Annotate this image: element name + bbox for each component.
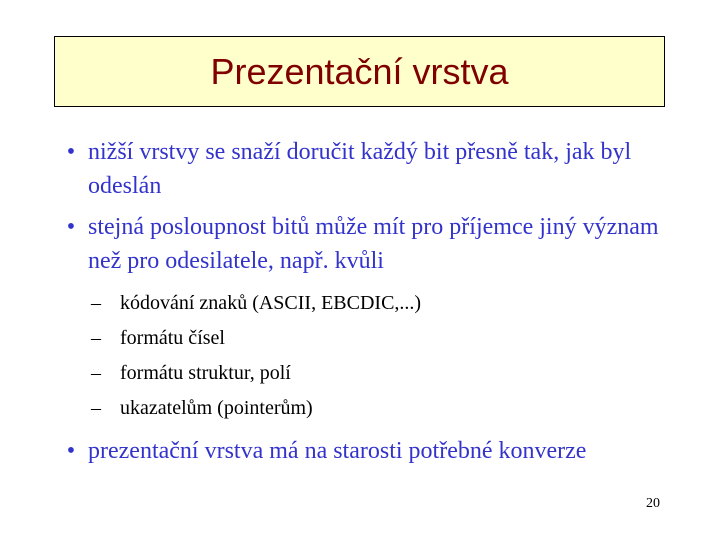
sub-bullet-mark: – — [91, 397, 101, 419]
bullet-mark: • — [66, 139, 76, 165]
sub-bullet-list — [54, 286, 674, 426]
sub-bullet-item — [91, 286, 674, 321]
sub-bullet-mark: – — [91, 292, 101, 314]
sub-bullet-item — [91, 356, 674, 391]
slide-content — [54, 135, 674, 468]
sub-bullet-mark: – — [91, 327, 101, 349]
sub-bullet-text: formátu struktur, polí — [120, 362, 291, 384]
slide-title: Prezentační vrstva — [210, 50, 509, 92]
title-box — [54, 36, 665, 107]
sub-bullet-mark: – — [91, 362, 101, 384]
sub-bullet-text: kódování znaků (ASCII, EBCDIC,...) — [120, 292, 422, 314]
bullet-item — [54, 434, 674, 468]
bullet-text: stejná posloupnost bitů může mít pro příjemce jiný význam než pro odesilatele, např. kvůli — [88, 214, 659, 274]
bullet-text: prezentační vrstva má na starosti potřebné konverze — [88, 438, 587, 464]
page-number: 20 — [646, 496, 660, 511]
bullet-mark: • — [66, 214, 76, 240]
bullet-item — [54, 210, 674, 278]
sub-bullet-text: ukazatelům (pointerům) — [120, 397, 313, 419]
sub-bullet-item — [91, 391, 674, 426]
sub-bullet-item — [91, 321, 674, 356]
bullet-text: nižší vrstvy se snaží doručit každý bit přesně tak, jak byl odeslán — [88, 139, 632, 199]
bullet-item — [54, 135, 674, 203]
bullet-mark: • — [66, 438, 76, 464]
sub-bullet-text: formátu čísel — [120, 327, 225, 349]
